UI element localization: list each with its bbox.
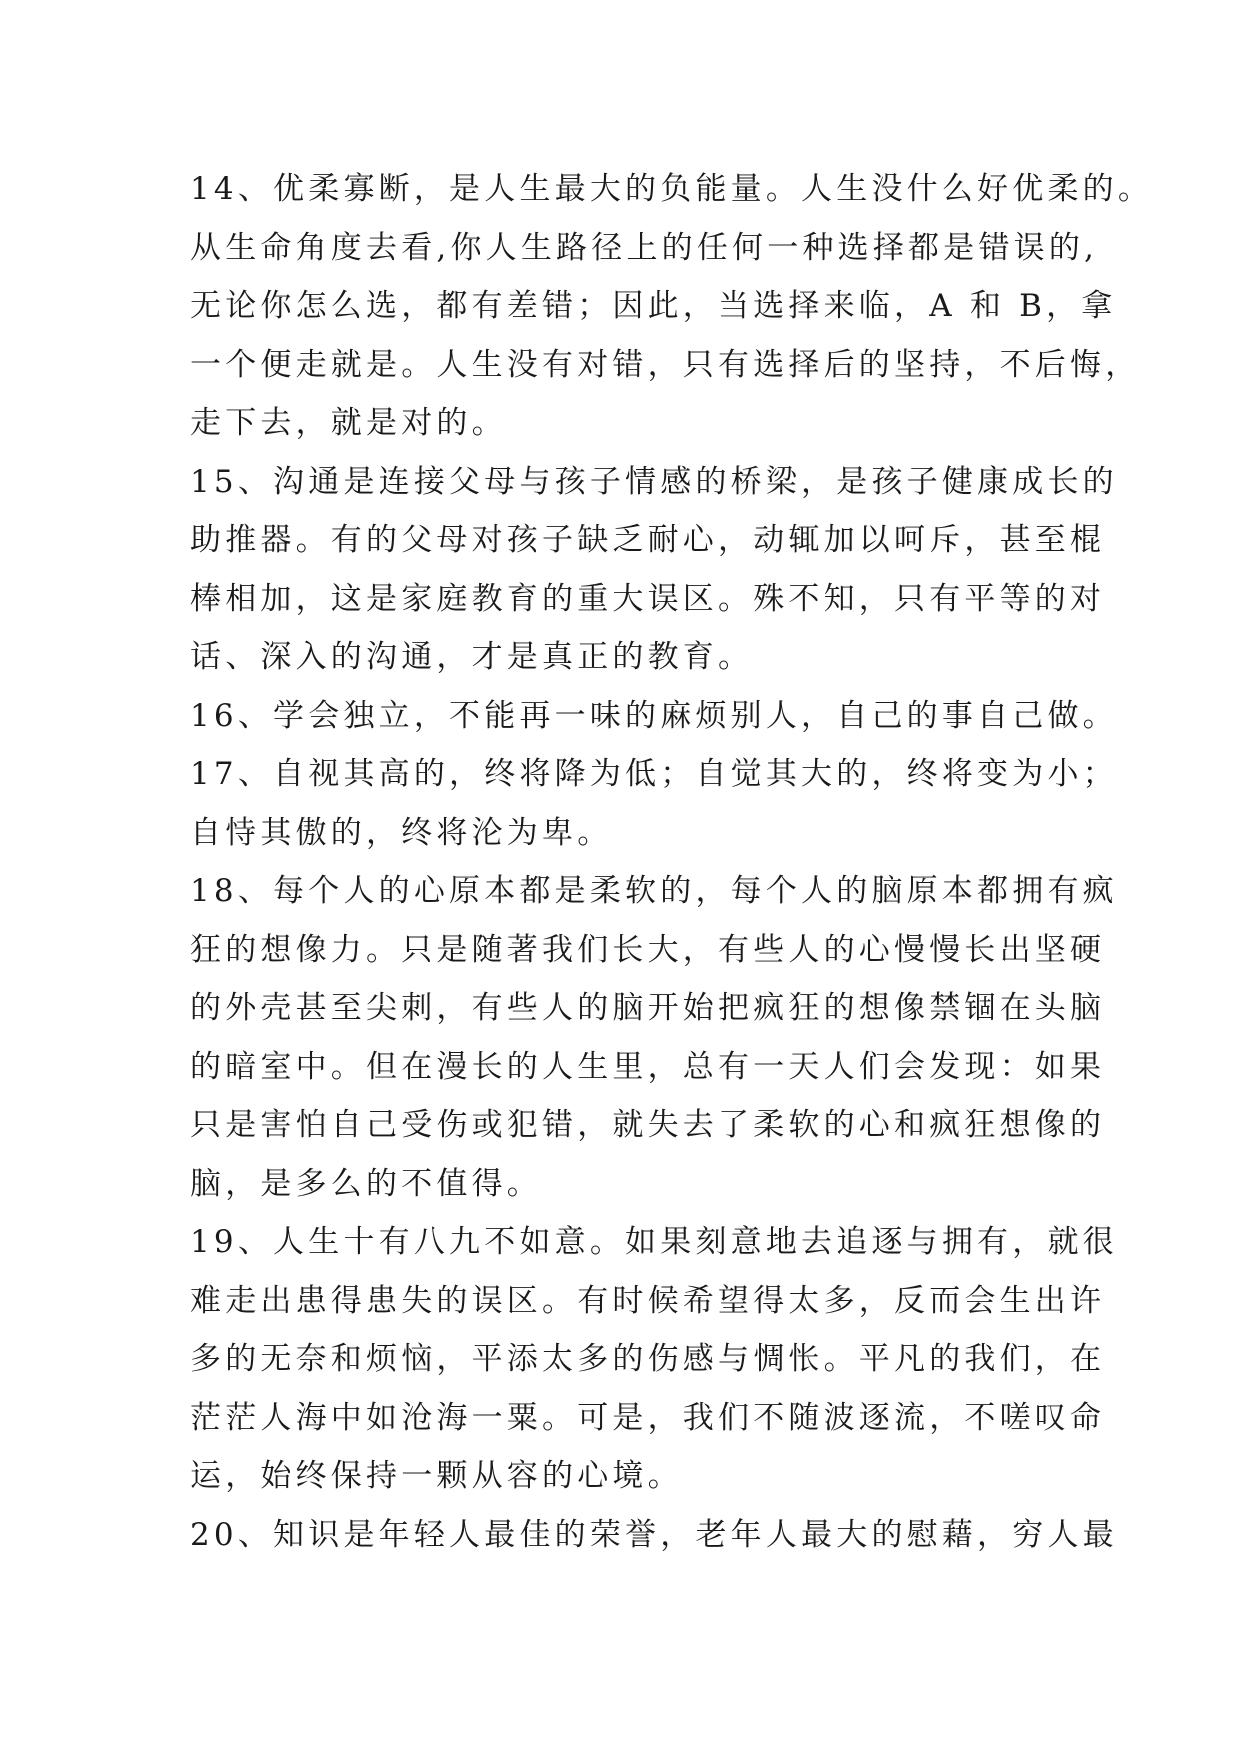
text-line: 的暗室中。但在漫长的人生里，总有一天人们会发现：如果 bbox=[190, 1048, 1106, 1085]
text-line: 话、深入的沟通，才是真正的教育。 bbox=[190, 639, 754, 675]
text-line: 19、人生十有八九不如意。如果刻意地去追逐与拥有，就很 bbox=[190, 1224, 1118, 1260]
text-line: 难走出患得患失的误区。有时候希望得太多，反而会生出许 bbox=[190, 1282, 1106, 1319]
text-line: 运，始终保持一颗从容的心境。 bbox=[190, 1458, 683, 1494]
text-line: 18、每个人的心原本都是柔软的，每个人的脑原本都拥有疯 bbox=[190, 873, 1118, 909]
text-line: 16、学会独立，不能再一味的麻烦别人，自己的事自己做。 bbox=[190, 697, 1118, 734]
text-line: 一个便走就是。人生没有对错，只有选择后的坚持，不后悔， bbox=[190, 346, 1141, 383]
text-line: 狂的想像力。只是随著我们长大，有些人的心慢慢长出坚硬 bbox=[190, 931, 1106, 968]
text-line: 自恃其傲的，终将沦为卑。 bbox=[190, 814, 613, 851]
document-page bbox=[190, 160, 1154, 1564]
text-line: 14、优柔寡断，是人生最大的负能量。人生没什么好优柔的。 bbox=[190, 171, 1154, 207]
text-line: 茫茫人海中如沧海一粟。可是，我们不随波逐流，不嗟叹命 bbox=[190, 1399, 1106, 1436]
text-line: 无论你怎么选，都有差错；因此，当选择来临，A 和 B，拿 bbox=[190, 288, 1117, 324]
text-line: 脑，是多么的不值得。 bbox=[190, 1165, 542, 1202]
text-line: 棒相加，这是家庭教育的重大误区。殊不知，只有平等的对 bbox=[190, 580, 1106, 617]
text-line: 助推器。有的父母对孩子缺乏耐心，动辄加以呵斥，甚至棍 bbox=[190, 522, 1106, 558]
text-line: 多的无奈和烦恼，平添太多的伤感与惆怅。平凡的我们，在 bbox=[190, 1341, 1106, 1377]
text-line: 只是害怕自己受伤或犯错，就失去了柔软的心和疯狂想像的 bbox=[190, 1107, 1106, 1143]
text-line: 17、自视其高的，终将降为低；自觉其大的，终将变为小； bbox=[190, 756, 1118, 792]
text-line: 20、知识是年轻人最佳的荣誉，老年人最大的慰藉，穷人最 bbox=[190, 1516, 1118, 1553]
text-line: 从生命角度去看,你人生路径上的任何一种选择都是错误的, bbox=[190, 229, 1099, 266]
text-line: 走下去，就是对的。 bbox=[190, 405, 507, 441]
text-line: 15、沟通是连接父母与孩子情感的桥梁，是孩子健康成长的 bbox=[190, 463, 1118, 500]
text-line: 的外壳甚至尖刺，有些人的脑开始把疯狂的想像禁锢在头脑 bbox=[190, 990, 1106, 1026]
